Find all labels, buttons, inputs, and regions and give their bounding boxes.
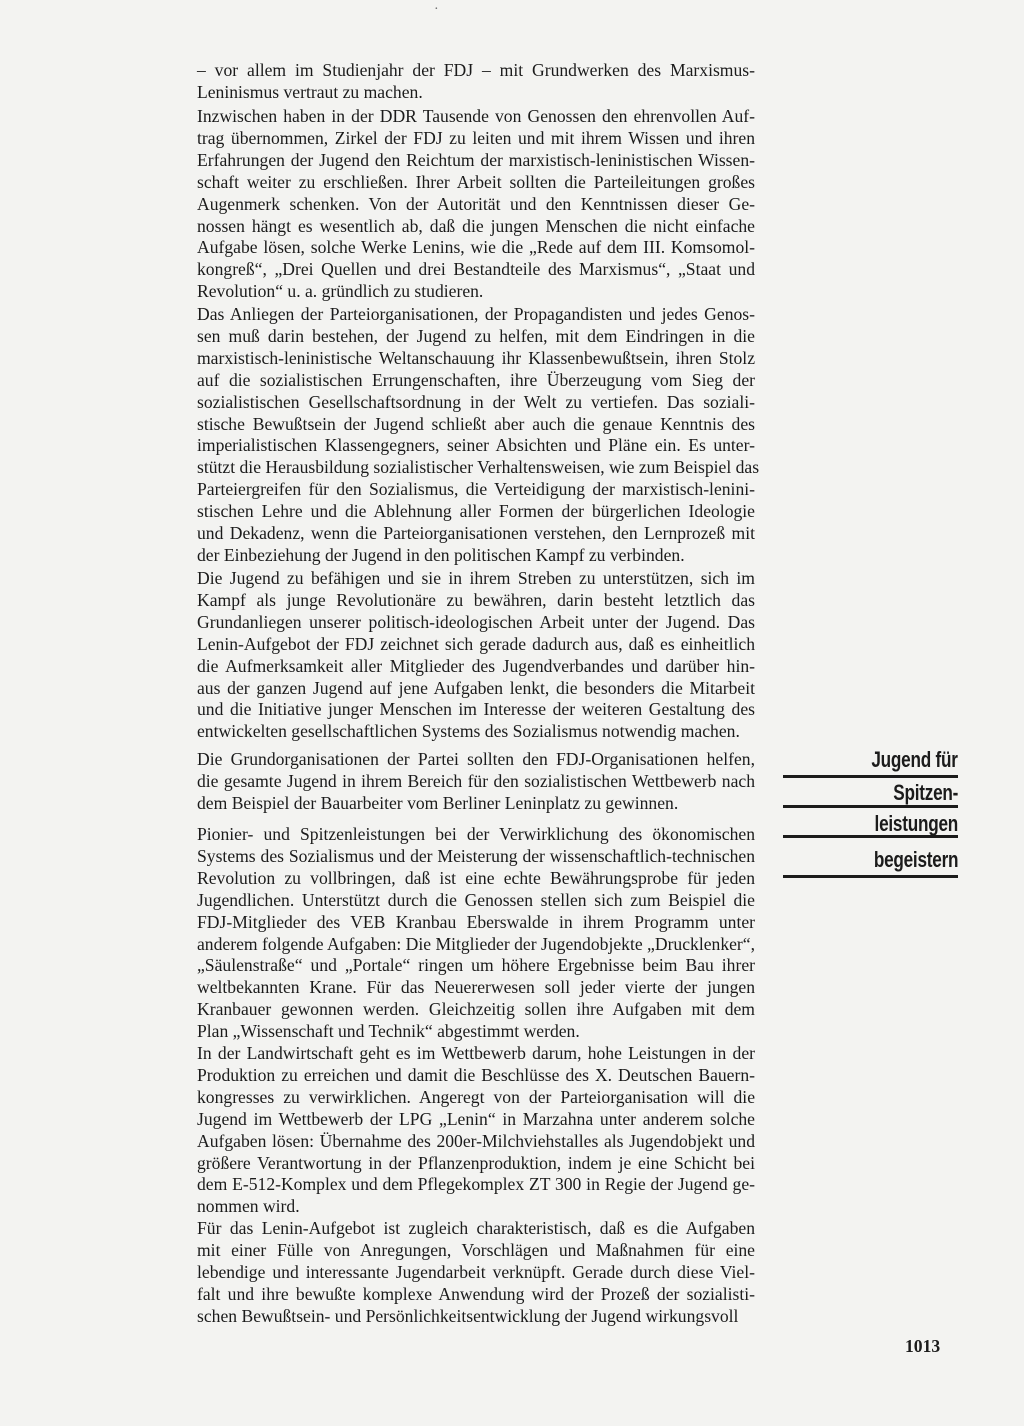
text-line: Aufgabe lösen, solche Werke Lenins, wie die „Rede auf dem III. Komsomol- xyxy=(197,237,755,258)
text-line: falt und ihre bewußte komplexe Anwendung wird der Prozeß der sozialisti- xyxy=(197,1283,755,1304)
text-line: größere Verantwortung in der Pflanzenproduktion, indem je eine Schicht bei xyxy=(197,1152,755,1173)
text-line: Kampf als junge Revolutionäre zu bewähren, darin besteht letztlich das xyxy=(197,589,755,610)
margin-rule xyxy=(783,775,958,778)
text-line: Revolution“ u. a. gründlich zu studieren. xyxy=(197,281,484,302)
text-line: Produktion zu erreichen und damit die Beschlüsse des X. Deutschen Bauern- xyxy=(197,1064,755,1085)
text-line: aus der ganzen Jugend auf jene Aufgaben lenkt, die besonders die Mitarbeit xyxy=(197,677,755,698)
text-line: Parteiergreifen für den Sozialismus, die Verteidigung der marxistisch-lenini- xyxy=(197,479,755,500)
text-line: trag übernommen, Zirkel der FDJ zu leiten und mit ihrem Wissen und ihren xyxy=(197,127,755,148)
text-line: stischen Lehre und die Ablehnung aller Formen der bürgerlichen Ideologie xyxy=(197,501,755,522)
text-line: entwickelten gesellschaftlichen Systems des Sozialismus notwendig machen. xyxy=(197,721,740,742)
margin-note-line: leistungen xyxy=(874,811,958,836)
text-line: Grundanliegen unserer politisch-ideologischen Arbeit unter der Jugend. Das xyxy=(197,611,755,632)
text-line: weltbekannten Krane. Für das Neuererwesen soll jeder vierte der jungen xyxy=(197,977,755,998)
text-line: Kranbauer gewonnen werden. Gleichzeitig sollen ihre Aufgaben mit dem xyxy=(197,999,755,1020)
text-line: anderem folgende Aufgaben: Die Mitglieder der Jugendobjekte „Drucklenker“, xyxy=(197,933,755,954)
text-line: Erfahrungen der Jugend den Reichtum der marxistisch-leninistischen Wissen- xyxy=(197,149,755,170)
text-line: imperialistischen Klassengegners, seiner Absichten und Pläne ein. Es unter- xyxy=(197,435,755,456)
text-line: Lenin-Aufgebot der FDJ zeichnet sich gerade dadurch aus, daß es einheitlich xyxy=(197,633,755,654)
text-line: schen Bewußtsein- und Persönlichkeitsentwicklung der Jugend wirkungsvoll xyxy=(197,1305,739,1326)
text-line: stische Bewußtsein der Jugend schließt aber auch die genaue Kenntnis des xyxy=(197,413,755,434)
page-number: 1013 xyxy=(905,1336,941,1356)
scan-mark: · xyxy=(434,2,439,17)
text-line: Pionier- und Spitzenleistungen bei der Verwirklichung des ökonomischen xyxy=(197,824,755,844)
text-line: stützt die Herausbildung sozialistischer Verhaltensweisen, wie zum Beispiel das xyxy=(197,457,760,478)
text-line: – vor allem im Studienjahr der FDJ – mit Grundwerken des Marxismus- xyxy=(197,60,755,80)
text-line: lebendige und interessante Jugendarbeit verknüpft. Gerade durch diese Viel- xyxy=(197,1261,755,1282)
margin-note-line: begeistern xyxy=(873,847,958,872)
text-line: marxistisch-leninistische Weltanschauung ihr Klassenbewußtsein, ihren Stolz xyxy=(197,347,755,368)
text-line: dem E-512-Komplex und dem Pflegekomplex ZT 300 in Regie der Jugend ge- xyxy=(197,1174,755,1195)
text-line: Plan „Wissenschaft und Technik“ abgestimmt werden. xyxy=(197,1021,580,1042)
text-line: kongresses zu verwirklichen. Angeregt von der Parteiorganisation will die xyxy=(197,1086,755,1107)
text-line: In der Landwirtschaft geht es im Wettbewerb darum, hohe Leistungen in der xyxy=(197,1043,755,1063)
text-line: nossen hängt es wesentlich ab, daß die jungen Menschen die nicht einfache xyxy=(197,215,755,236)
text-line: Das Anliegen der Parteiorganisationen, der Propagandisten und jedes Genos- xyxy=(197,304,755,324)
text-line: Revolution zu vollbringen, daß ist eine echte Bewährungsprobe für jeden xyxy=(197,867,755,888)
margin-rule xyxy=(783,875,958,878)
text-line: kongreß“, „Drei Quellen und drei Bestandteile des Marxismus“, „Staat und xyxy=(197,259,755,280)
text-line: Inzwischen haben in der DDR Tausende von Genossen den ehrenvollen Auf- xyxy=(197,106,755,126)
text-line: Die Jugend zu befähigen und sie in ihrem Streben zu unterstützen, sich im xyxy=(197,568,755,588)
text-line: Jugendlichen. Unterstützt durch die Genossen stellen sich zum Beispiel die xyxy=(197,889,755,910)
text-line: Die Grundorganisationen der Partei sollten den FDJ-Organisationen helfen, xyxy=(197,749,755,769)
text-line: dem Beispiel der Bauarbeiter vom Berliner Leninplatz zu gewinnen. xyxy=(197,792,679,813)
text-line: der Einbeziehung der Jugend in den politischen Kampf zu verbinden. xyxy=(197,544,685,565)
text-line: Leninismus vertraut zu machen. xyxy=(197,81,423,102)
text-line: schaft weiter zu erschließen. Ihrer Arbeit sollten die Parteileitungen großes xyxy=(197,171,755,192)
text-line: auf die sozialistischen Errungenschaften, ihre Überzeugung vom Sieg der xyxy=(197,369,755,390)
text-line: Systems des Sozialismus und der Meisterung der wissenschaftlich-technischen xyxy=(197,845,755,866)
text-line: nommen wird. xyxy=(197,1196,300,1217)
text-line: und Dekadenz, wenn die Parteiorganisationen verstehen, den Lernprozeß mit xyxy=(197,523,755,543)
margin-note-line: Jugend für xyxy=(871,747,958,772)
text-line: Augenmerk schenken. Von der Autorität und den Kenntnissen dieser Ge- xyxy=(197,193,755,214)
text-line: FDJ-Mitglieder des VEB Kranbau Eberswalde in ihrem Programm unter xyxy=(197,911,755,932)
text-line: und die Initiative junger Menschen im Interesse der weiteren Gestaltung des xyxy=(197,699,755,720)
text-line: „Säulenstraße“ und „Portale“ ringen um höhere Ergebnisse beim Bau ihrer xyxy=(197,955,755,976)
margin-note-line: Spitzen- xyxy=(893,780,958,805)
text-line: Aufgaben lösen: Übernahme des 200er-Milchviehstalles als Jugendobjekt und xyxy=(197,1130,755,1151)
text-line: Für das Lenin-Aufgebot ist zugleich charakteristisch, daß es die Aufgaben xyxy=(197,1218,755,1238)
text-line: sozialistischen Gesellschaftsordnung in der Welt zu vertiefen. Das soziali- xyxy=(197,391,755,412)
text-line: sen muß darin bestehen, der Jugend zu helfen, mit dem Eindringen in die xyxy=(197,325,755,346)
text-line: die gesamte Jugend in ihrem Bereich für den sozialistischen Wettbewerb nach xyxy=(197,770,755,791)
text-line: die Aufmerksamkeit aller Mitglieder des Jugendverbandes und darüber hin- xyxy=(197,655,755,676)
text-line: mit einer Fülle von Anregungen, Vorschlägen und Maßnahmen für eine xyxy=(197,1239,755,1260)
text-line: Jugend im Wettbewerb der LPG „Lenin“ in Marzahna unter anderem solche xyxy=(197,1108,755,1129)
